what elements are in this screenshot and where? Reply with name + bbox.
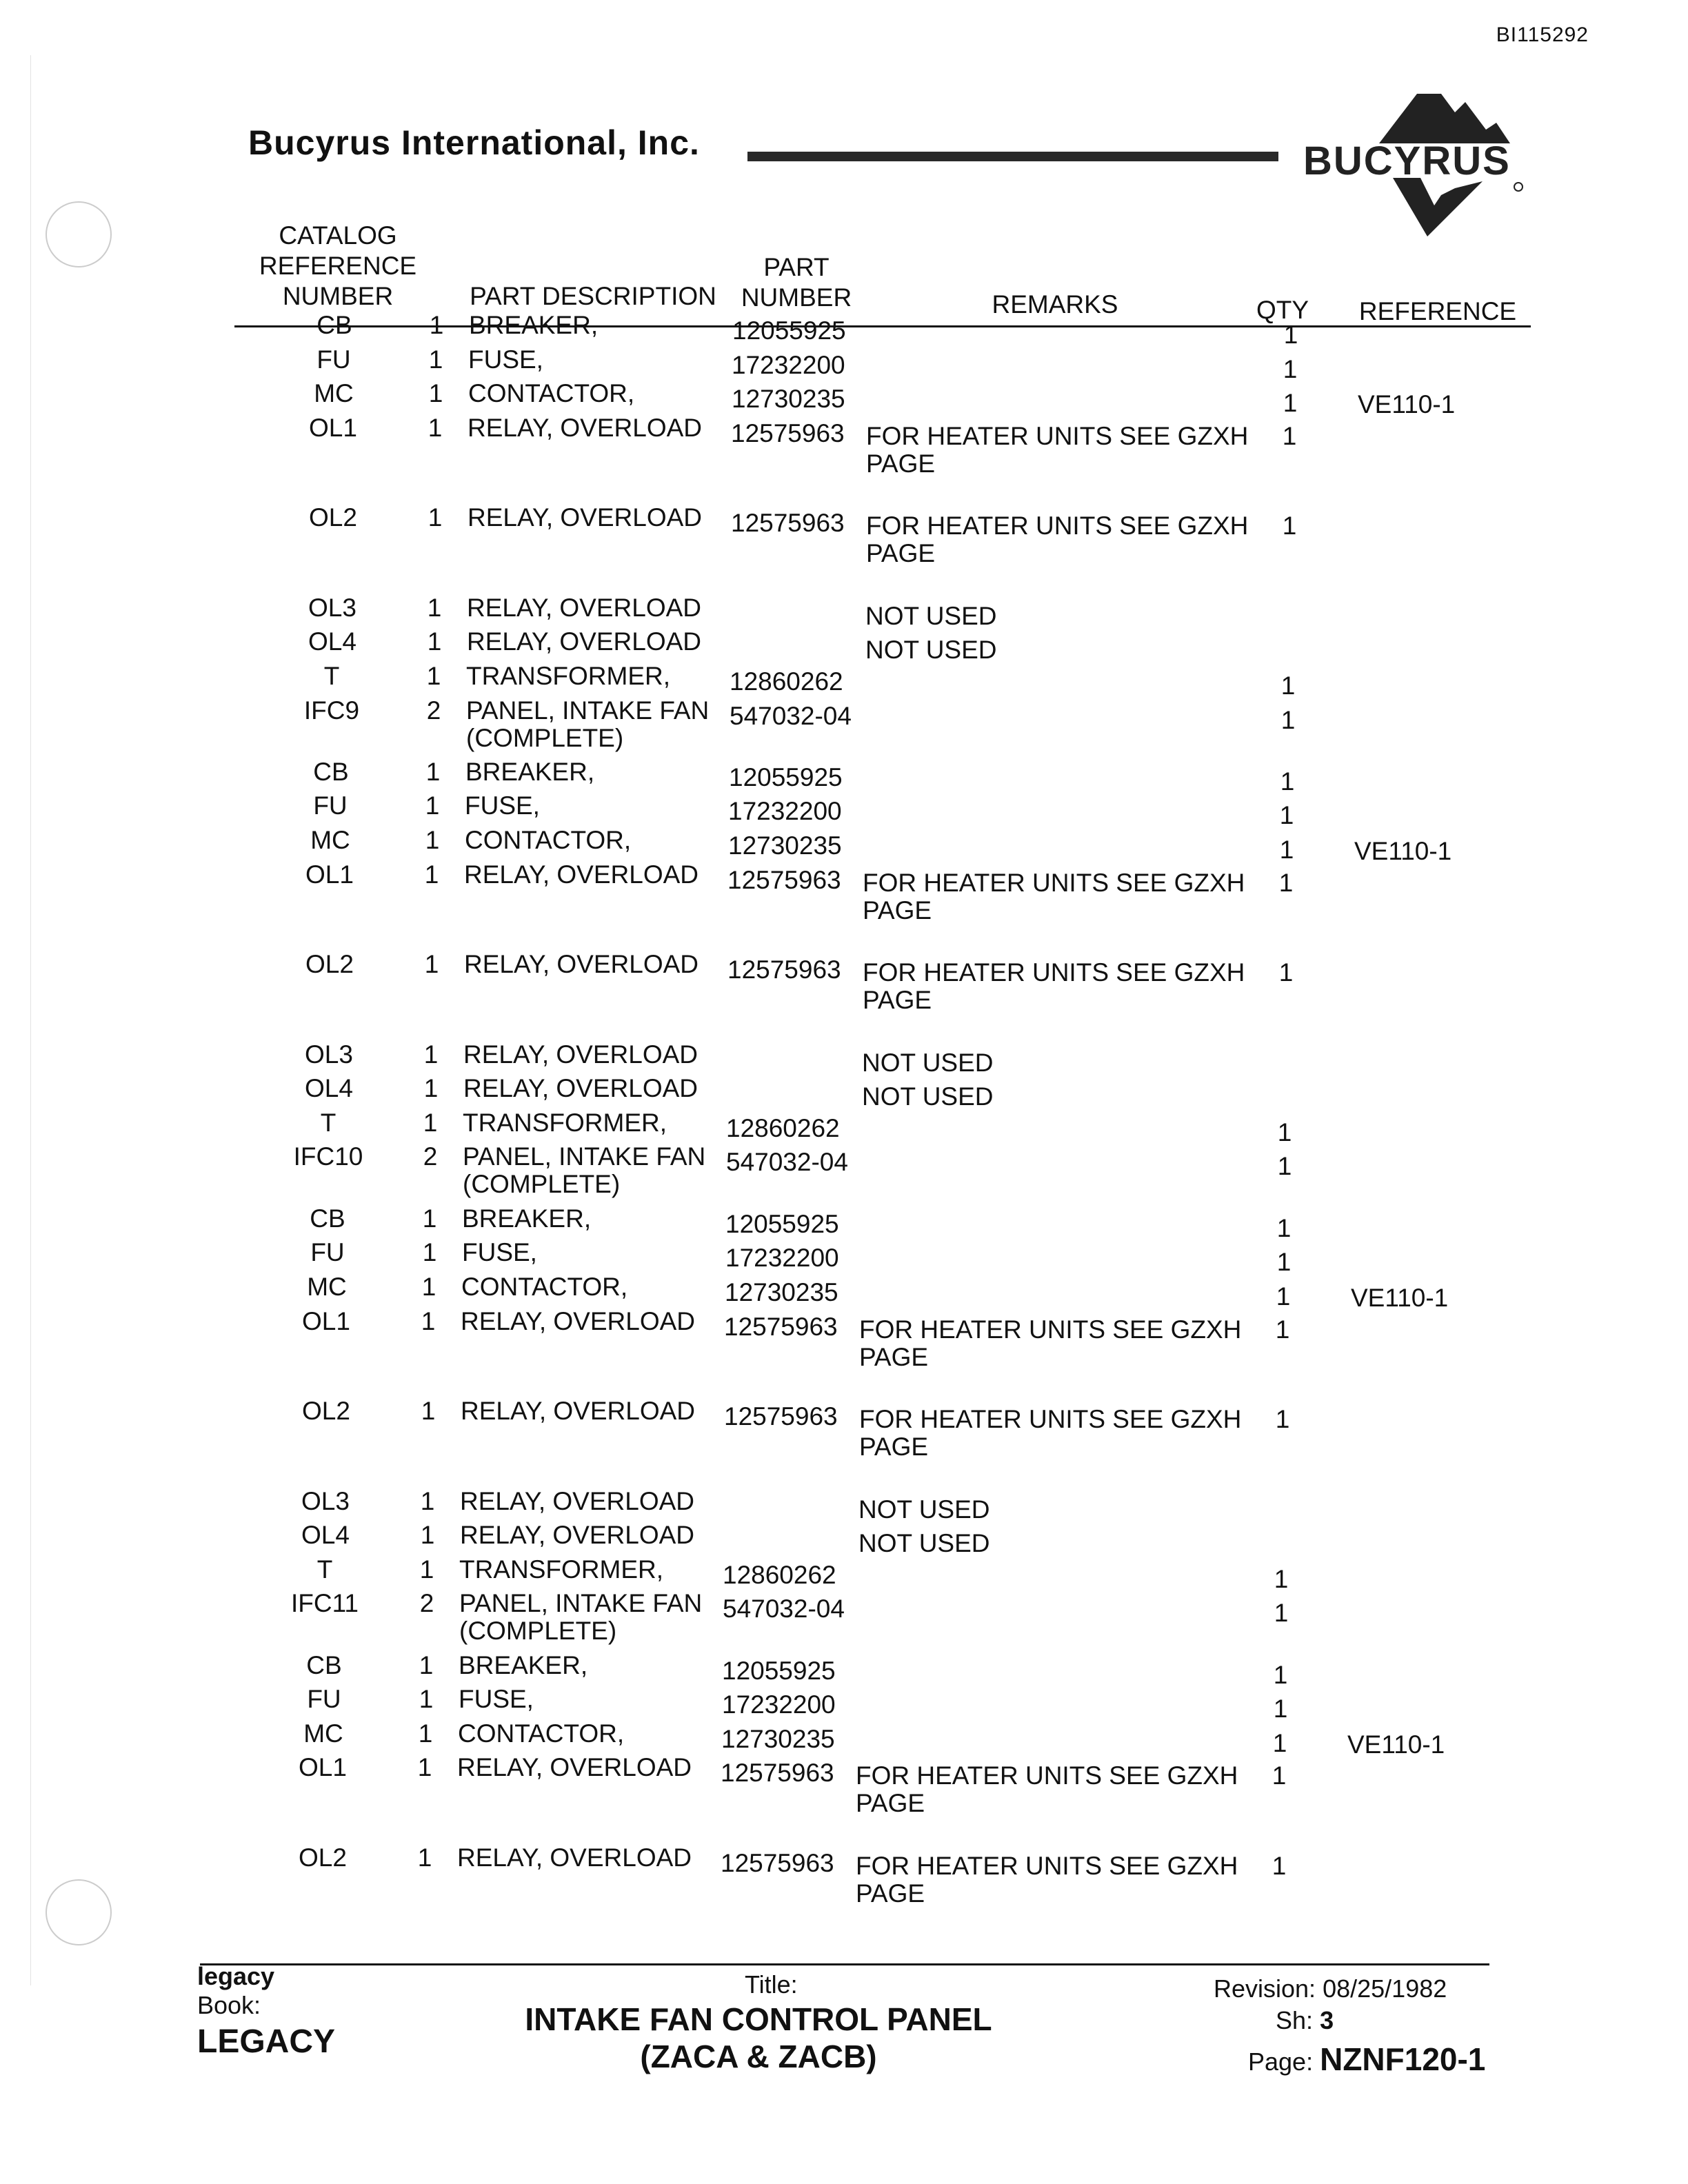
cell-rem: FOR HEATER UNITS SEE GZXH PAGE xyxy=(866,421,1249,478)
cell-desc: BREAKER, xyxy=(459,1650,588,1679)
table-row xyxy=(0,1308,1688,1391)
cell-ref: OL3 xyxy=(305,1040,353,1069)
cell-ref: T xyxy=(320,1108,336,1137)
cell-desc: RELAY, OVERLOAD xyxy=(460,1521,694,1550)
cell-n: 1 xyxy=(419,1555,434,1584)
cell-n: 1 xyxy=(417,1753,432,1782)
cell-rem: FOR HEATER UNITS SEE GZXH PAGE xyxy=(859,1315,1242,1371)
table-row xyxy=(0,1074,1688,1111)
cell-desc: BREAKER, xyxy=(465,757,595,786)
cell-pn: 547032-04 xyxy=(723,1595,845,1624)
cell-pn: 12055925 xyxy=(725,1209,839,1238)
cell-qty: 1 xyxy=(1278,958,1294,987)
cell-ref: CB xyxy=(313,757,349,786)
cell-ref: MC xyxy=(307,1272,347,1301)
cell-desc: PANEL, INTAKE FAN (COMPLETE) xyxy=(459,1589,703,1646)
table-row xyxy=(0,1719,1688,1759)
cell-ref: OL4 xyxy=(308,627,356,656)
cell-desc: RELAY, OVERLOAD xyxy=(463,1040,698,1069)
table-row xyxy=(0,593,1688,630)
cell-rem: FOR HEATER UNITS SEE GZXH PAGE xyxy=(856,1851,1238,1908)
cell-vref: VE110-1 xyxy=(1347,1730,1445,1759)
cell-qty: 1 xyxy=(1278,868,1294,897)
cell-ref: MC xyxy=(314,379,354,408)
cell-qty: 1 xyxy=(1272,1728,1287,1757)
cell-pn: 12575963 xyxy=(721,1759,834,1788)
cell-vref: VE110-1 xyxy=(1358,390,1456,419)
table-row xyxy=(0,379,1688,419)
cell-pn: 12575963 xyxy=(724,1312,838,1341)
cell-n: 1 xyxy=(427,627,442,656)
col-header-part-number: PART NUMBER xyxy=(741,253,852,312)
cell-n: 1 xyxy=(426,662,441,690)
cell-qty: 1 xyxy=(1283,354,1298,383)
table-row xyxy=(0,504,1688,587)
cell-n: 1 xyxy=(420,1486,435,1515)
cell-qty: 1 xyxy=(1279,836,1294,865)
table-row xyxy=(0,697,1688,752)
cell-desc: RELAY, OVERLOAD xyxy=(464,950,699,979)
cell-ref: OL1 xyxy=(299,1753,347,1782)
cell-qty: 1 xyxy=(1272,1761,1287,1790)
cell-qty: 1 xyxy=(1272,1851,1287,1880)
table-row xyxy=(0,951,1688,1033)
cell-n: 1 xyxy=(425,791,440,820)
cell-rem: NOT USED xyxy=(862,1048,994,1077)
cell-n: 1 xyxy=(419,1685,434,1714)
cell-n: 1 xyxy=(428,413,443,442)
cell-desc: RELAY, OVERLOAD xyxy=(464,860,699,889)
cell-n: 1 xyxy=(424,950,439,979)
cell-pn: 12575963 xyxy=(721,1848,834,1877)
cell-desc: RELAY, OVERLOAD xyxy=(457,1753,692,1782)
cell-rem: NOT USED xyxy=(865,636,997,665)
cell-desc: RELAY, OVERLOAD xyxy=(467,627,701,656)
cell-pn: 12575963 xyxy=(727,956,841,984)
cell-n: 1 xyxy=(421,1272,436,1301)
cell-ref: IFC11 xyxy=(290,1589,359,1618)
cell-qty: 1 xyxy=(1280,767,1295,796)
cell-ref: OL1 xyxy=(305,860,354,889)
cell-qty: 1 xyxy=(1279,801,1294,830)
cell-pn: 12730235 xyxy=(721,1724,835,1753)
cell-qty: 1 xyxy=(1276,1248,1292,1277)
cell-desc: TRANSFORMER, xyxy=(463,1108,667,1137)
sheet xyxy=(1276,2006,1334,2035)
cell-ref: CB xyxy=(310,1204,345,1233)
cell-qty: 1 xyxy=(1283,389,1298,418)
table-row xyxy=(0,791,1688,830)
cell-qty: 1 xyxy=(1282,421,1297,450)
cell-qty: 1 xyxy=(1277,1152,1292,1181)
cell-desc: RELAY, OVERLOAD xyxy=(463,1074,698,1103)
cell-rem: NOT USED xyxy=(865,601,997,630)
cell-n: 1 xyxy=(423,1074,439,1103)
cell-ref: IFC10 xyxy=(293,1142,363,1171)
cell-pn: 12055925 xyxy=(732,316,846,345)
cell-rem: FOR HEATER UNITS SEE GZXH PAGE xyxy=(856,1761,1238,1818)
cell-vref: VE110-1 xyxy=(1354,837,1452,866)
table-row xyxy=(0,757,1688,796)
table-row xyxy=(0,1108,1688,1146)
cell-qty: 1 xyxy=(1274,1599,1289,1628)
cell-rem: NOT USED xyxy=(858,1495,990,1524)
table-row xyxy=(0,1486,1688,1524)
cell-qty: 1 xyxy=(1280,705,1296,734)
cell-pn: 12730235 xyxy=(728,831,842,860)
sheet-value: 3 xyxy=(1320,2006,1334,2034)
cell-ref: OL2 xyxy=(302,1397,350,1426)
cell-rem: NOT USED xyxy=(858,1529,990,1558)
cell-n: 1 xyxy=(425,826,440,855)
table-row xyxy=(0,1685,1688,1723)
cell-n: 1 xyxy=(429,311,444,339)
cell-pn: 12575963 xyxy=(724,1402,838,1431)
document-title-line2: (ZACA & ZACB) xyxy=(640,2039,877,2074)
cell-n: 1 xyxy=(421,1306,436,1335)
revision-label: Revision: xyxy=(1214,1974,1316,2003)
book-value: LEGACY xyxy=(197,2023,336,2060)
cell-pn: 17232200 xyxy=(725,1244,839,1273)
cell-pn: 12055925 xyxy=(722,1656,836,1685)
table-row xyxy=(0,627,1688,665)
cell-qty: 1 xyxy=(1280,671,1296,700)
cell-desc: RELAY, OVERLOAD xyxy=(461,1397,695,1426)
cell-ref: MC xyxy=(303,1719,343,1748)
cell-desc: RELAY, OVERLOAD xyxy=(467,593,701,622)
table-row xyxy=(0,826,1688,866)
cell-qty: 1 xyxy=(1274,1564,1289,1593)
cell-rem: NOT USED xyxy=(862,1082,994,1111)
cell-rem: FOR HEATER UNITS SEE GZXH PAGE xyxy=(863,868,1245,924)
cell-qty: 1 xyxy=(1283,321,1298,349)
cell-desc: PANEL, INTAKE FAN (COMPLETE) xyxy=(466,696,710,752)
company-name: Bucyrus International, Inc. xyxy=(248,123,700,162)
cell-ref: CB xyxy=(306,1650,342,1679)
cell-pn: 547032-04 xyxy=(730,701,852,730)
cell-n: 1 xyxy=(427,593,442,622)
cell-rem: FOR HEATER UNITS SEE GZXH PAGE xyxy=(866,512,1249,568)
table-row xyxy=(0,345,1688,383)
cell-n: 1 xyxy=(422,1238,437,1267)
table-row xyxy=(0,861,1688,944)
table-row xyxy=(0,1040,1688,1077)
col-header-remarks: REMARKS xyxy=(992,290,1118,318)
cell-pn: 12575963 xyxy=(727,865,841,894)
revision-value: 08/25/1982 xyxy=(1323,1974,1447,2003)
col-header-part-description: PART DESCRIPTION xyxy=(470,282,716,310)
cell-ref: T xyxy=(323,662,340,690)
document-id: BI115292 xyxy=(1496,23,1589,46)
cell-ref: OL4 xyxy=(301,1521,350,1550)
cell-ref: MC xyxy=(310,826,350,855)
page-label: Page: xyxy=(1248,2048,1314,2076)
table-row xyxy=(0,1754,1688,1837)
table-row xyxy=(0,1238,1688,1277)
cell-pn: 17232200 xyxy=(728,797,842,826)
cell-qty: 1 xyxy=(1276,1282,1291,1311)
cell-desc: BREAKER, xyxy=(469,311,599,339)
cell-qty: 1 xyxy=(1275,1315,1290,1344)
cell-n: 1 xyxy=(425,757,441,786)
cell-ref: OL1 xyxy=(302,1306,350,1335)
cell-n: 1 xyxy=(423,1108,438,1137)
cell-n: 1 xyxy=(420,1521,435,1550)
title-label: Title: xyxy=(745,1970,798,1999)
cell-n: 1 xyxy=(428,503,443,532)
table-row xyxy=(0,1397,1688,1480)
col-header-qty: QTY xyxy=(1256,296,1309,324)
cell-ref: OL3 xyxy=(308,593,356,622)
cell-desc: FUSE, xyxy=(462,1238,537,1267)
cell-pn: 12055925 xyxy=(729,762,843,791)
page xyxy=(1248,2041,1485,2078)
cell-n: 1 xyxy=(428,345,443,374)
cell-desc: RELAY, OVERLOAD xyxy=(468,503,702,532)
cell-rem: FOR HEATER UNITS SEE GZXH PAGE xyxy=(859,1405,1242,1462)
cell-n: 1 xyxy=(419,1650,434,1679)
table-row xyxy=(0,1143,1688,1198)
cell-qty: 1 xyxy=(1276,1213,1292,1242)
col-header-catalog-ref: CATALOG REFERENCE NUMBER xyxy=(259,221,417,310)
cell-n: 1 xyxy=(417,1843,432,1872)
table-row xyxy=(0,1590,1688,1645)
cell-desc: TRANSFORMER, xyxy=(459,1555,663,1584)
cell-pn: 12575963 xyxy=(731,418,845,447)
footer-rule xyxy=(200,1963,1489,1965)
cell-pn: 12730235 xyxy=(725,1277,838,1306)
legacy-label: legacy xyxy=(197,1962,275,1990)
book-label: Book: xyxy=(197,1991,261,2019)
cell-ref: IFC9 xyxy=(303,696,360,725)
cell-desc: RELAY, OVERLOAD xyxy=(461,1306,695,1335)
cell-desc: FUSE, xyxy=(459,1685,534,1714)
cell-ref: FU xyxy=(316,345,351,374)
cell-pn: 17232200 xyxy=(722,1690,836,1719)
cell-n: 2 xyxy=(423,1142,438,1171)
cell-pn: 12860262 xyxy=(723,1560,836,1589)
cell-ref: FU xyxy=(313,791,348,820)
cell-qty: 1 xyxy=(1273,1660,1288,1689)
cell-rem: FOR HEATER UNITS SEE GZXH PAGE xyxy=(863,958,1245,1015)
revision xyxy=(1214,1974,1447,2003)
cell-qty: 1 xyxy=(1277,1118,1292,1146)
cell-ref: OL2 xyxy=(305,950,354,979)
cell-desc: CONTACTOR, xyxy=(468,379,635,408)
cell-ref: OL2 xyxy=(309,503,357,532)
table-row xyxy=(0,414,1688,497)
header-rule xyxy=(747,152,1278,161)
cell-n: 1 xyxy=(422,1204,437,1233)
cell-desc: TRANSFORMER, xyxy=(466,662,670,690)
col-header-reference: REFERENCE xyxy=(1358,297,1517,325)
table-row xyxy=(0,662,1688,700)
cell-desc: PANEL, INTAKE FAN (COMPLETE) xyxy=(463,1142,706,1199)
cell-ref: OL2 xyxy=(299,1843,347,1872)
cell-desc: RELAY, OVERLOAD xyxy=(468,413,702,442)
cell-pn: 12860262 xyxy=(726,1113,840,1142)
cell-pn: 12730235 xyxy=(732,385,845,414)
cell-n: 1 xyxy=(421,1397,436,1426)
cell-desc: RELAY, OVERLOAD xyxy=(460,1486,694,1515)
table-row xyxy=(0,1272,1688,1312)
cell-qty: 1 xyxy=(1273,1695,1288,1723)
cell-desc: CONTACTOR, xyxy=(465,826,632,855)
sheet-label: Sh: xyxy=(1276,2006,1314,2034)
page-value: NZNF120-1 xyxy=(1320,2041,1486,2077)
cell-pn: 12575963 xyxy=(731,509,845,538)
cell-ref: CB xyxy=(316,311,352,339)
cell-vref: VE110-1 xyxy=(1351,1283,1449,1312)
cell-n: 2 xyxy=(426,696,441,725)
cell-qty: 1 xyxy=(1282,512,1297,540)
cell-n: 2 xyxy=(419,1589,434,1618)
cell-pn: 547032-04 xyxy=(726,1148,848,1177)
cell-desc: CONTACTOR, xyxy=(461,1272,628,1301)
cell-n: 1 xyxy=(418,1719,433,1748)
cell-ref: FU xyxy=(307,1685,341,1714)
cell-pn: 12860262 xyxy=(730,667,843,696)
cell-ref: T xyxy=(316,1555,333,1584)
table-row xyxy=(0,1844,1688,1927)
cell-n: 1 xyxy=(428,379,443,408)
table-row xyxy=(0,1204,1688,1242)
logo-text: BUCYRUS xyxy=(1303,139,1511,183)
cell-n: 1 xyxy=(424,860,439,889)
cell-desc: FUSE, xyxy=(465,791,540,820)
cell-desc: RELAY, OVERLOAD xyxy=(457,1843,692,1872)
cell-pn: 17232200 xyxy=(732,350,845,379)
cell-desc: BREAKER, xyxy=(462,1204,592,1233)
cell-desc: CONTACTOR, xyxy=(458,1719,625,1748)
cell-ref: FU xyxy=(310,1238,345,1267)
table-row xyxy=(0,1521,1688,1558)
cell-ref: OL1 xyxy=(309,413,357,442)
cell-n: 1 xyxy=(423,1040,439,1069)
cell-desc: FUSE, xyxy=(468,345,543,374)
binder-hole xyxy=(46,201,112,267)
cell-qty: 1 xyxy=(1275,1405,1290,1434)
cell-ref: OL4 xyxy=(305,1074,353,1103)
cell-ref: OL3 xyxy=(301,1486,350,1515)
table-row xyxy=(0,1555,1688,1593)
table-row xyxy=(0,1650,1688,1689)
document-title-line1: INTAKE FAN CONTROL PANEL xyxy=(525,2001,992,2037)
